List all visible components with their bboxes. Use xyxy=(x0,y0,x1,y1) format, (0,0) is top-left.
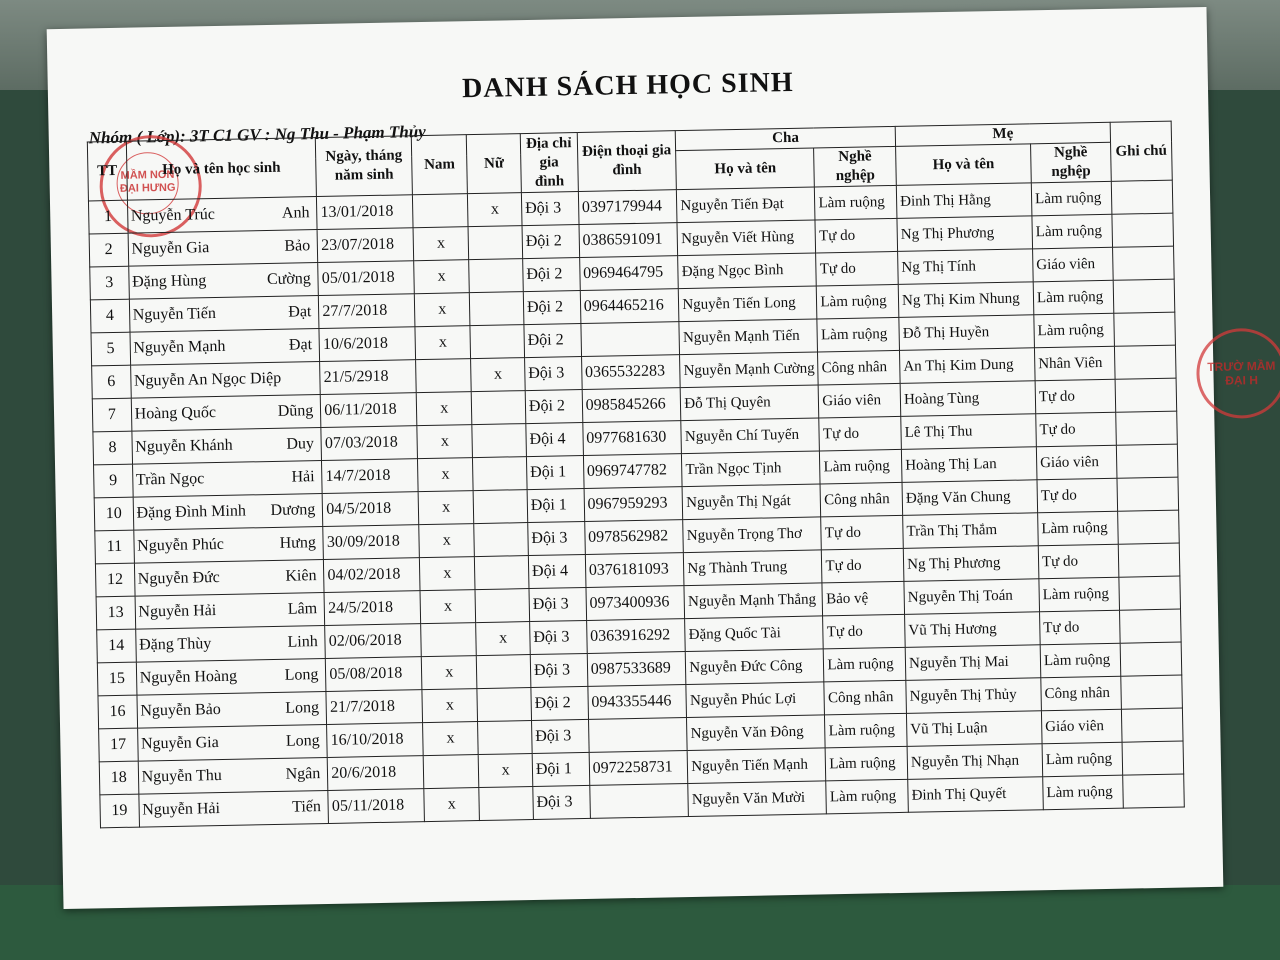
father-job: Làm ruộng xyxy=(825,713,907,748)
male-mark: x xyxy=(423,722,479,756)
row-number: 14 xyxy=(97,629,136,663)
header-female: Nữ xyxy=(467,134,522,194)
mother-name: Đinh Thị Hằng xyxy=(896,183,1031,219)
date-of-birth: 16/10/2018 xyxy=(327,723,423,758)
note-cell xyxy=(1116,444,1178,478)
student-surname: Nguyễn Hoàng xyxy=(139,667,238,687)
student-surname: Nguyễn Bảo xyxy=(140,700,221,720)
student-given-name: Linh xyxy=(287,633,318,651)
header-father-job: Nghề nghệp xyxy=(814,146,896,187)
row-number: 10 xyxy=(94,497,133,531)
female-mark xyxy=(470,292,524,326)
female-mark xyxy=(477,655,531,689)
student-given-name: Anh xyxy=(281,204,310,222)
mother-job: Giáo viên xyxy=(1041,709,1122,744)
male-mark xyxy=(412,194,468,228)
student-surname: Nguyễn Mạnh xyxy=(133,337,226,357)
student-given-name: Đạt xyxy=(288,303,312,321)
date-of-birth: 04/5/2018 xyxy=(322,492,418,527)
mother-name: Ng Thị Tính xyxy=(898,249,1033,285)
father-name: Trần Ngọc Tịnh xyxy=(682,451,821,487)
student-surname: Nguyễn Trúc xyxy=(130,206,216,225)
row-number: 9 xyxy=(94,464,133,498)
note-cell xyxy=(1122,741,1184,775)
date-of-birth: 06/11/2018 xyxy=(321,393,417,428)
address-cell: Đội 1 xyxy=(526,455,583,489)
father-name: Nguyễn Mạnh Tiến xyxy=(679,319,818,355)
father-name: Nguyễn Tiến Mạnh xyxy=(687,748,826,784)
row-number: 15 xyxy=(97,662,136,696)
student-given-name: Dương xyxy=(270,501,316,520)
student-surname: Nguyễn Hải xyxy=(138,602,217,621)
row-number: 3 xyxy=(90,266,129,300)
father-job: Làm ruộng xyxy=(817,284,899,319)
row-number: 6 xyxy=(92,365,131,399)
note-cell xyxy=(1120,609,1182,643)
student-given-name: Long xyxy=(284,666,319,684)
father-job: Làm ruộng xyxy=(820,449,902,484)
address-cell: Đội 2 xyxy=(523,291,580,325)
address-cell: Đội 2 xyxy=(531,686,588,720)
female-mark xyxy=(478,721,532,755)
father-name: Nguyễn Tiến Đạt xyxy=(677,187,816,223)
address-cell: Đội 3 xyxy=(524,357,581,391)
date-of-birth: 05/01/2018 xyxy=(318,261,414,296)
mother-name: Lê Thị Thu xyxy=(901,414,1036,450)
student-roster-table xyxy=(87,121,1185,829)
student-surname: Đặng Hùng xyxy=(131,272,207,291)
student-surname: Nguyễn Gia xyxy=(140,734,219,753)
school-stamp-right: TRƯỜ MẦM ĐẠI H xyxy=(1196,327,1280,419)
male-mark: x xyxy=(415,326,471,360)
phone-cell: 0964465216 xyxy=(580,289,679,324)
male-mark: x xyxy=(424,788,480,822)
student-given-name: Lâm xyxy=(287,600,318,618)
mother-job: Tự do xyxy=(1039,610,1120,645)
female-mark: x xyxy=(468,193,522,227)
mother-name: Nguyễn Thị Nhạn xyxy=(907,744,1042,780)
mother-name: Hoàng Thị Lan xyxy=(901,447,1036,483)
female-mark xyxy=(472,391,526,425)
phone-cell: 0376181093 xyxy=(585,553,684,588)
note-cell xyxy=(1115,378,1177,412)
female-mark xyxy=(474,523,528,557)
female-mark xyxy=(473,457,527,491)
student-name xyxy=(133,494,323,531)
mother-name: Trần Thị Thắm xyxy=(903,513,1038,549)
date-of-birth: 10/6/2018 xyxy=(319,327,415,362)
student-given-name: Long xyxy=(285,699,320,717)
student-name xyxy=(135,592,325,629)
address-cell: Đội 3 xyxy=(531,719,588,753)
mother-job: Tự do xyxy=(1038,544,1119,579)
row-number: 5 xyxy=(91,332,130,366)
header-mother: Mẹ xyxy=(895,122,1110,146)
father-job: Giáo viên xyxy=(819,383,901,418)
mother-name: Hoàng Tùng xyxy=(900,381,1035,417)
date-of-birth: 24/5/2018 xyxy=(324,591,420,626)
date-of-birth: 13/01/2018 xyxy=(317,195,413,230)
note-cell xyxy=(1116,411,1178,445)
address-cell: Đội 4 xyxy=(526,423,583,457)
note-cell xyxy=(1113,279,1175,313)
male-mark: x xyxy=(417,425,473,459)
address-cell: Đội 1 xyxy=(532,752,589,786)
student-name xyxy=(136,658,326,695)
phone-cell: 0943355446 xyxy=(588,685,687,720)
address-cell: Đội 3 xyxy=(530,653,587,687)
mother-name: Đặng Văn Chung xyxy=(902,480,1037,516)
student-surname: Hoàng Quốc xyxy=(134,404,217,423)
father-job: Bảo vệ xyxy=(822,581,904,616)
male-mark xyxy=(416,359,472,393)
note-cell xyxy=(1121,675,1183,709)
female-mark xyxy=(469,259,523,293)
phone-cell xyxy=(589,784,688,819)
father-name: Nguyễn Mạnh Thắng xyxy=(684,583,823,619)
mother-name: Ng Thị Phương xyxy=(897,216,1032,252)
father-job: Làm ruộng xyxy=(815,185,897,220)
address-cell: Đội 4 xyxy=(528,554,585,588)
student-surname: Nguyễn Đức xyxy=(137,568,220,588)
student-name xyxy=(130,362,320,399)
date-of-birth: 07/03/2018 xyxy=(321,426,417,461)
student-given-name: Cường xyxy=(266,270,311,289)
student-surname: Nguyễn An Ngọc Diệp xyxy=(133,369,282,390)
date-of-birth: 05/08/2018 xyxy=(326,657,422,692)
row-number: 8 xyxy=(93,431,132,465)
father-name: Nguyễn Chí Tuyến xyxy=(681,418,820,454)
female-mark xyxy=(479,787,533,821)
student-given-name: Bảo xyxy=(284,237,311,255)
father-job: Tự do xyxy=(823,614,905,649)
male-mark: x xyxy=(421,656,477,690)
female-mark: x xyxy=(471,358,525,392)
father-name: Nguyễn Mạnh Cường xyxy=(680,352,819,388)
note-cell xyxy=(1120,642,1182,676)
row-number: 11 xyxy=(95,530,134,564)
father-job: Tự do xyxy=(819,416,901,451)
male-mark: x xyxy=(416,392,472,426)
phone-cell: 0969464795 xyxy=(579,256,678,291)
address-cell: Đội 2 xyxy=(525,390,582,424)
student-surname: Nguyễn Khánh xyxy=(135,436,233,456)
student-surname: Trần Ngọc xyxy=(135,470,205,489)
student-given-name: Hưng xyxy=(279,534,317,552)
father-job: Công nhân xyxy=(824,680,906,715)
student-name xyxy=(137,724,327,761)
student-given-name: Ngân xyxy=(285,765,321,783)
phone-cell: 0967959293 xyxy=(584,487,683,522)
male-mark: x xyxy=(413,227,469,261)
male-mark: x xyxy=(418,491,474,525)
mother-job: Làm ruộng xyxy=(1040,643,1121,678)
mother-name: Đỗ Thị Huyền xyxy=(899,315,1034,351)
student-surname: Đặng Đình Minh xyxy=(136,502,247,522)
mother-job: Làm ruộng xyxy=(1038,511,1119,546)
female-mark xyxy=(475,556,529,590)
address-cell: Đội 3 xyxy=(521,192,578,226)
date-of-birth: 14/7/2018 xyxy=(322,459,418,494)
student-name xyxy=(137,691,327,728)
row-number: 4 xyxy=(90,299,129,333)
note-cell xyxy=(1113,246,1175,280)
father-job: Làm ruộng xyxy=(825,746,907,781)
student-name xyxy=(133,527,323,564)
father-name: Đặng Ngọc Bình xyxy=(678,253,817,289)
male-mark: x xyxy=(422,689,478,723)
male-mark: x xyxy=(419,524,475,558)
student-given-name: Đạt xyxy=(288,336,313,354)
note-cell xyxy=(1121,708,1183,742)
student-name xyxy=(138,790,328,827)
header-male: Nam xyxy=(411,135,468,195)
female-mark: x xyxy=(479,754,533,788)
mother-name: Đinh Thị Quyết xyxy=(908,777,1043,813)
student-given-name: Dũng xyxy=(277,402,314,420)
table-body xyxy=(88,180,1184,828)
student-name xyxy=(128,230,318,267)
header-dob: Ngày, tháng năm sinh xyxy=(316,136,413,197)
header-father-name: Họ và tên xyxy=(676,148,815,190)
address-cell: Đội 2 xyxy=(523,258,580,292)
stamp-text: MẦM NON ĐẠI HƯNG xyxy=(116,152,179,215)
student-given-name: Long xyxy=(285,732,320,750)
mother-job: Làm ruộng xyxy=(1033,280,1114,315)
row-number: 7 xyxy=(92,398,131,432)
father-job: Tự do xyxy=(816,251,898,286)
father-name: Đặng Quốc Tài xyxy=(685,616,824,652)
mother-job: Tự do xyxy=(1036,412,1117,447)
date-of-birth: 02/06/2018 xyxy=(325,624,421,659)
note-cell xyxy=(1118,543,1180,577)
student-name xyxy=(127,197,317,234)
father-job: Công nhân xyxy=(818,350,900,385)
male-mark xyxy=(421,623,477,657)
male-mark: x xyxy=(414,260,470,294)
father-name: Nguyễn Trọng Thơ xyxy=(683,517,822,553)
student-surname: Nguyễn Phúc xyxy=(137,535,225,555)
row-number: 17 xyxy=(99,728,138,762)
mother-name: Ng Thị Kim Nhung xyxy=(898,282,1033,318)
date-of-birth: 20/6/2018 xyxy=(327,756,423,791)
student-name xyxy=(138,757,328,794)
date-of-birth: 21/7/2018 xyxy=(326,690,422,725)
address-cell: Đội 3 xyxy=(530,620,587,654)
row-number: 2 xyxy=(89,233,128,267)
note-cell xyxy=(1119,576,1181,610)
row-number: 19 xyxy=(100,794,139,828)
class-info: Nhóm ( Lớp): 3T C1 GV : Ng Thu - Phạm Thủy xyxy=(88,121,426,148)
phone-cell: 0987533689 xyxy=(587,652,686,687)
phone-cell xyxy=(588,718,687,753)
mother-job: Tự do xyxy=(1037,478,1118,513)
phone-cell: 0977681630 xyxy=(583,421,682,456)
phone-cell: 0969747782 xyxy=(583,454,682,489)
father-name: Nguyễn Phúc Lợi xyxy=(686,682,825,718)
student-name xyxy=(132,461,322,498)
date-of-birth: 05/11/2018 xyxy=(328,789,424,824)
father-job: Làm ruộng xyxy=(817,317,899,352)
phone-cell: 0978562982 xyxy=(584,520,683,555)
address-cell: Đội 2 xyxy=(522,225,579,259)
female-mark xyxy=(472,424,526,458)
father-name: Nguyễn Thị Ngát xyxy=(682,484,821,520)
header-address: Địa chỉ gia đình xyxy=(520,133,578,193)
student-given-name: Kiên xyxy=(285,567,317,585)
female-mark xyxy=(470,325,524,359)
student-name xyxy=(135,625,325,662)
address-cell: Đội 2 xyxy=(524,324,581,358)
phone-cell: 0397179944 xyxy=(578,190,677,225)
female-mark xyxy=(468,226,522,260)
address-cell: Đội 3 xyxy=(533,785,590,819)
date-of-birth: 21/5/2918 xyxy=(320,360,416,395)
document-title: DANH SÁCH HỌC SINH xyxy=(461,66,794,105)
phone-cell: 0363916292 xyxy=(586,619,685,654)
male-mark: x xyxy=(419,557,475,591)
father-name: Nguyễn Văn Đông xyxy=(687,715,826,751)
note-cell xyxy=(1114,312,1176,346)
mother-name: Vũ Thị Luận xyxy=(907,711,1042,747)
mother-name: Nguyễn Thị Toán xyxy=(904,579,1039,615)
student-name xyxy=(132,428,322,465)
header-mother-name: Họ và tên xyxy=(896,144,1032,186)
mother-job: Làm ruộng xyxy=(1032,214,1113,249)
note-cell xyxy=(1112,213,1174,247)
mother-job: Làm ruộng xyxy=(1042,742,1123,777)
male-mark xyxy=(423,755,479,789)
header-mother-job: Nghề nghệp xyxy=(1031,142,1112,183)
date-of-birth: 23/07/2018 xyxy=(317,228,413,263)
document-sheet xyxy=(47,7,1276,909)
father-job: Làm ruộng xyxy=(824,647,906,682)
note-cell xyxy=(1117,477,1179,511)
date-of-birth: 04/02/2018 xyxy=(324,558,420,593)
address-cell: Đội 3 xyxy=(529,587,586,621)
female-mark xyxy=(477,688,531,722)
mother-job: Giáo viên xyxy=(1036,445,1117,480)
student-name xyxy=(128,263,318,300)
student-surname: Nguyễn Hải xyxy=(142,800,221,819)
mother-job: Làm ruộng xyxy=(1043,775,1124,810)
student-given-name: Duy xyxy=(286,435,315,453)
male-mark: x xyxy=(414,293,470,327)
father-name: Nguyễn Văn Mười xyxy=(688,781,827,817)
father-name: Ng Thành Trung xyxy=(684,550,823,586)
student-name xyxy=(129,296,319,333)
mother-job: Nhân Viên xyxy=(1034,346,1115,381)
female-mark xyxy=(474,490,528,524)
mother-job: Công nhân xyxy=(1041,676,1122,711)
note-cell xyxy=(1118,510,1180,544)
note-cell xyxy=(1111,180,1173,214)
phone-cell: 0972258731 xyxy=(589,751,688,786)
student-name xyxy=(130,329,320,366)
mother-job: Tự do xyxy=(1035,379,1116,414)
father-name: Nguyễn Viết Hùng xyxy=(677,220,816,256)
phone-cell: 0386591091 xyxy=(579,223,678,258)
row-number: 12 xyxy=(95,563,134,597)
note-cell xyxy=(1123,774,1185,808)
date-of-birth: 27/7/2018 xyxy=(319,294,415,329)
female-mark: x xyxy=(476,622,530,656)
mother-name: Ng Thị Phương xyxy=(903,546,1038,582)
phone-cell: 0985845266 xyxy=(582,388,681,423)
address-cell: Đội 1 xyxy=(527,488,584,522)
student-surname: Nguyễn Tiến xyxy=(132,305,217,324)
father-name: Nguyễn Đức Công xyxy=(686,649,825,685)
student-surname: Đặng Thùy xyxy=(138,635,212,654)
mother-name: An Thị Kim Dung xyxy=(900,348,1035,384)
father-job: Tự do xyxy=(815,218,897,253)
student-given-name: Tiến xyxy=(292,798,322,816)
father-job: Tự do xyxy=(821,515,903,550)
father-job: Tự do xyxy=(822,548,904,583)
header-note: Ghi chú xyxy=(1110,121,1172,181)
row-number: 1 xyxy=(88,200,127,234)
phone-cell xyxy=(581,322,680,357)
header-stt: TT xyxy=(87,141,127,201)
father-name: Nguyễn Tiến Long xyxy=(679,286,818,322)
mother-job: Giáo viên xyxy=(1033,247,1114,282)
row-number: 13 xyxy=(96,596,135,630)
student-surname: Nguyễn Gia xyxy=(131,239,210,258)
mother-name: Nguyễn Thị Thủy xyxy=(906,678,1041,714)
header-student-name: Họ và tên học sinh xyxy=(126,138,317,201)
student-name xyxy=(134,559,324,596)
student-given-name: Hải xyxy=(291,468,315,486)
row-number: 18 xyxy=(99,761,138,795)
mother-name: Nguyễn Thị Mai xyxy=(905,645,1040,681)
date-of-birth: 30/09/2018 xyxy=(323,525,419,560)
mother-job: Làm ruộng xyxy=(1031,181,1112,216)
row-number: 16 xyxy=(98,695,137,729)
address-cell: Đội 3 xyxy=(528,521,585,555)
male-mark: x xyxy=(420,590,476,624)
father-job: Làm ruộng xyxy=(826,779,908,814)
male-mark: x xyxy=(418,458,474,492)
mother-job: Làm ruộng xyxy=(1034,313,1115,348)
header-phone: Điện thoại gia đình xyxy=(577,131,677,192)
student-name xyxy=(131,395,321,432)
phone-cell: 0365532283 xyxy=(581,355,680,390)
female-mark xyxy=(475,589,529,623)
note-cell xyxy=(1114,345,1176,379)
father-name: Đỗ Thị Quyên xyxy=(680,385,819,421)
father-job: Công nhân xyxy=(820,482,902,517)
phone-cell: 0973400936 xyxy=(586,586,685,621)
mother-job: Làm ruộng xyxy=(1039,577,1120,612)
mother-name: Vũ Thị Hương xyxy=(905,612,1040,648)
student-surname: Nguyễn Thu xyxy=(141,766,222,786)
header-father: Cha xyxy=(676,126,896,150)
